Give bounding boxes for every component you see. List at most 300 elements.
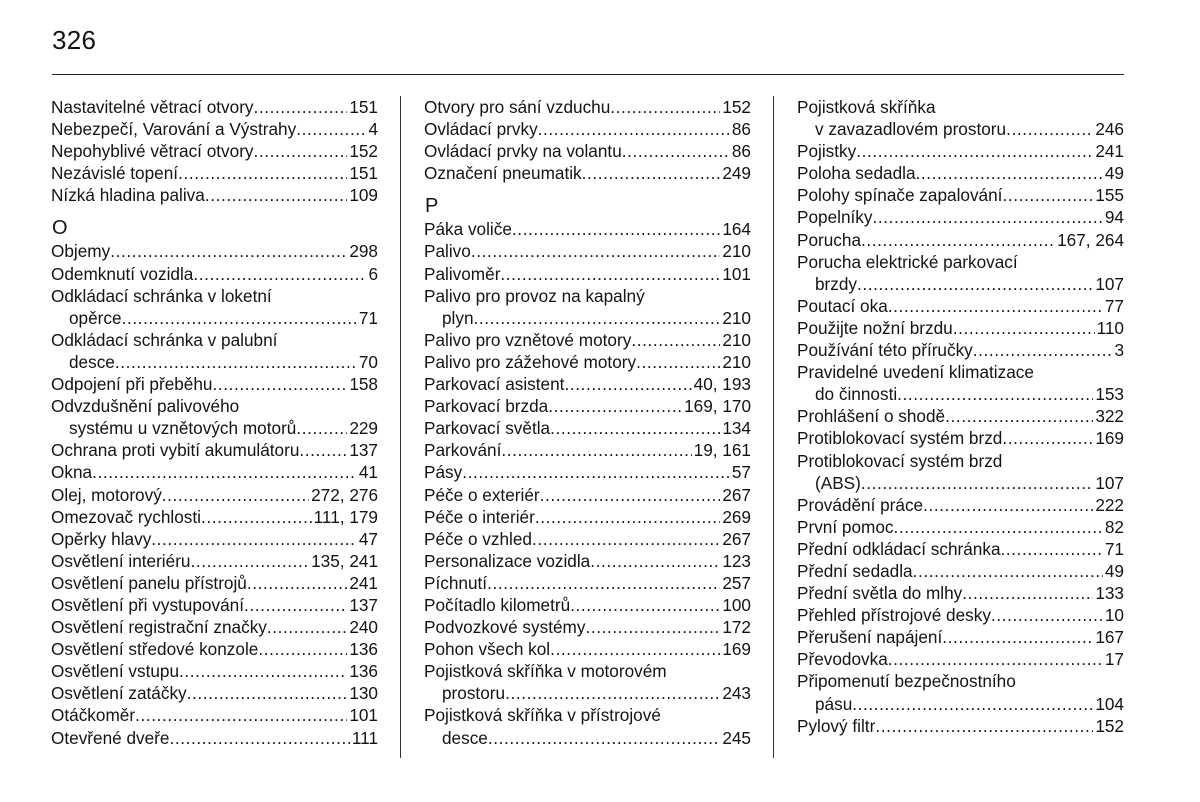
entry-term: Palivoměr <box>424 263 501 284</box>
index-entry <box>797 648 1124 670</box>
dot-leader <box>151 528 357 550</box>
entry-term: Osvětlení při vystupování <box>51 594 244 615</box>
index-entry <box>51 162 378 184</box>
dot-leader <box>258 638 347 660</box>
dot-leader <box>570 594 720 616</box>
entry-page-ref: 245 <box>722 727 751 748</box>
entry-term: opěrce <box>69 307 122 328</box>
entry-term: Přední odkládací schránka <box>797 538 1001 559</box>
entry-page-ref: 267 <box>722 528 751 549</box>
index-entry-line <box>424 417 751 439</box>
index-entry <box>797 140 1124 162</box>
index-entry <box>424 461 751 483</box>
entry-page-ref: 151 <box>349 97 378 117</box>
entry-term: Pojistková skříňka <box>797 97 936 117</box>
index-column-1 <box>51 96 378 749</box>
index-entry-line <box>51 263 378 285</box>
entry-term: Porucha elektrické parkovací <box>797 251 1018 272</box>
entry-term: Přední sedadla <box>797 560 913 581</box>
index-entry-line <box>51 594 378 616</box>
entry-term: Odemknutí vozidla <box>51 263 194 284</box>
entry-term: Nebezpečí, Varování a Výstrahy <box>51 119 297 140</box>
entry-term: Osvětlení registrační značky <box>51 617 267 638</box>
index-entry-line <box>797 450 1124 472</box>
index-entry-line <box>424 395 751 417</box>
entry-term: brzdy <box>815 273 858 294</box>
index-entry <box>424 484 751 506</box>
index-entry-line <box>424 373 751 395</box>
dot-leader <box>122 307 357 329</box>
dot-leader <box>942 626 1093 648</box>
entry-page-ref: 167 <box>1095 627 1124 648</box>
index-entry <box>51 395 378 439</box>
entry-term: Protiblokovací systém brzd <box>797 450 1003 471</box>
dot-leader <box>267 616 347 638</box>
index-entry <box>797 229 1124 251</box>
entry-page-ref: 104 <box>1095 693 1124 714</box>
index-entry-line <box>51 506 378 528</box>
index-entry-continuation <box>797 472 1124 494</box>
index-entry <box>424 704 751 748</box>
entry-term: Podvozkové systémy <box>424 617 586 638</box>
dot-leader <box>538 118 730 140</box>
entry-page-ref: 86 <box>731 141 751 162</box>
entry-page-ref: 152 <box>349 141 378 162</box>
index-entry-line <box>424 704 751 726</box>
dot-leader <box>861 229 1055 251</box>
index-entry-line <box>51 162 378 184</box>
entry-term: Nízká hladina paliva <box>51 185 205 206</box>
entry-term: Počítadlo kilometrů <box>424 594 571 615</box>
index-entry-line <box>797 339 1124 361</box>
index-entry-line <box>424 285 751 307</box>
dot-leader <box>254 96 348 118</box>
dot-leader <box>622 140 730 162</box>
dot-leader <box>923 494 1093 516</box>
index-entry-line <box>424 140 751 162</box>
entry-term: Okna <box>51 462 93 483</box>
dot-leader <box>973 339 1113 361</box>
index-entry-continuation <box>797 118 1124 140</box>
index-entry <box>51 140 378 162</box>
index-entry <box>424 285 751 329</box>
index-entry-line <box>424 594 751 616</box>
index-entry-line <box>797 96 1124 118</box>
entry-term: Protiblokovací systém brzd <box>797 428 1003 449</box>
index-entry-line <box>424 572 751 594</box>
entry-page-ref: 70 <box>358 351 378 372</box>
entry-page-ref: 257 <box>722 572 751 593</box>
index-entry <box>51 638 378 660</box>
dot-leader <box>1002 427 1093 449</box>
index-entry <box>797 206 1124 228</box>
index-entry-line <box>51 484 378 506</box>
entry-term: Pásy <box>424 462 463 483</box>
index-entry <box>797 162 1124 184</box>
dot-leader <box>462 461 730 483</box>
index-entry <box>424 594 751 616</box>
dot-leader <box>548 395 682 417</box>
index-entry-line <box>51 550 378 572</box>
index-entry-line <box>424 162 751 184</box>
dot-leader <box>1006 118 1093 140</box>
dot-leader <box>897 383 1093 405</box>
dot-leader <box>254 140 348 162</box>
index-entry <box>424 572 751 594</box>
entry-page-ref: 57 <box>731 462 751 483</box>
entry-page-ref: 246 <box>1095 119 1124 140</box>
index-entry <box>51 704 378 726</box>
entry-page-ref: 3 <box>1114 340 1124 361</box>
dot-leader <box>550 417 720 439</box>
entry-page-ref: 107 <box>1095 472 1124 493</box>
index-column-2 <box>424 96 751 749</box>
entry-term: Porucha <box>797 229 862 250</box>
entry-page-ref: 210 <box>722 329 751 350</box>
index-entry-line <box>424 351 751 373</box>
entry-term: Opěrky hlavy <box>51 528 152 549</box>
dot-leader <box>488 727 720 749</box>
index-entry <box>797 715 1124 737</box>
index-column-3 <box>797 96 1124 737</box>
dot-leader <box>178 162 347 184</box>
entry-term: Parkovací brzda <box>424 396 549 417</box>
entry-page-ref: 123 <box>722 550 751 571</box>
entry-page-ref: 100 <box>722 594 751 615</box>
dot-leader <box>535 506 720 528</box>
index-entry <box>51 373 378 395</box>
dot-leader <box>179 660 347 682</box>
entry-term: Polohy spínače zapalování <box>797 185 1003 206</box>
dot-leader <box>945 405 1093 427</box>
index-entry <box>797 405 1124 427</box>
index-entry-line <box>51 572 378 594</box>
index-entry <box>424 417 751 439</box>
entry-page-ref: 86 <box>731 119 751 140</box>
index-entry-line <box>797 604 1124 626</box>
index-entry-line <box>797 560 1124 582</box>
entry-term: Osvětlení interiéru <box>51 550 191 571</box>
dot-leader <box>540 484 721 506</box>
index-entry-line <box>424 263 751 285</box>
entry-term: Nastavitelné větrací otvory <box>51 97 254 117</box>
entry-page-ref: 136 <box>349 639 378 660</box>
entry-page-ref: 241 <box>1095 141 1124 162</box>
dot-leader <box>532 528 720 550</box>
entry-page-ref: 136 <box>349 661 378 682</box>
index-entry-line <box>51 727 378 749</box>
entry-page-ref: 164 <box>722 219 751 240</box>
entry-term: Páka voliče <box>424 219 512 240</box>
entry-term: systému u vznětových motorů <box>69 418 297 439</box>
entry-term: Přerušení napájení <box>797 627 943 648</box>
entry-term: Pravidelné uvedení klimatizace <box>797 362 1034 383</box>
index-entry <box>51 506 378 528</box>
index-entry <box>797 560 1124 582</box>
dot-leader <box>564 373 691 395</box>
dot-leader <box>169 727 349 749</box>
entry-page-ref: 158 <box>349 374 378 395</box>
dot-leader <box>247 572 347 594</box>
index-entry-line <box>424 461 751 483</box>
index-entry-line <box>51 528 378 550</box>
entry-term: desce <box>442 727 488 748</box>
entry-term: Používání této příručky <box>797 340 973 361</box>
entry-term: Odpojení při přeběhu <box>51 374 213 395</box>
index-entry-line <box>51 704 378 726</box>
index-entry <box>797 516 1124 538</box>
index-entry-line <box>797 251 1124 273</box>
entry-term: do činnosti <box>815 384 898 405</box>
dot-leader <box>888 295 1103 317</box>
entry-page-ref: 47 <box>358 528 378 549</box>
dot-leader <box>92 461 357 483</box>
dot-leader <box>631 329 720 351</box>
index-entry <box>51 616 378 638</box>
column-divider <box>773 96 774 758</box>
index-entry <box>797 317 1124 339</box>
index-entry-line <box>797 140 1124 162</box>
index-entry-continuation <box>797 383 1124 405</box>
index-entry <box>797 427 1124 449</box>
entry-page-ref: 269 <box>722 506 751 527</box>
index-entry-line <box>424 218 751 240</box>
index-entry-continuation <box>797 693 1124 715</box>
entry-term: Omezovač rychlosti <box>51 506 201 527</box>
entry-page-ref: 169 <box>722 639 751 660</box>
index-entry-line <box>51 96 378 118</box>
dot-leader <box>193 263 366 285</box>
index-entry-line <box>797 538 1124 560</box>
index-entry-line <box>424 439 751 461</box>
entry-term: (ABS) <box>815 472 861 493</box>
entry-page-ref: 19, 161 <box>693 440 751 461</box>
entry-page-ref: 167, 264 <box>1057 229 1124 250</box>
section-letter: O <box>52 217 68 240</box>
index-entry-line <box>797 206 1124 228</box>
index-entry <box>797 295 1124 317</box>
entry-page-ref: 151 <box>349 163 378 184</box>
entry-term: Péče o exteriér <box>424 484 540 505</box>
dot-leader <box>913 560 1103 582</box>
index-entry <box>424 351 751 373</box>
dot-leader <box>110 240 347 262</box>
index-entry-continuation <box>424 307 751 329</box>
entry-term: Označení pneumatik <box>424 163 582 184</box>
index-entry-line <box>424 118 751 140</box>
entry-term: Otvory pro sání vzduchu <box>424 97 611 117</box>
index-entry-line <box>51 285 378 307</box>
dot-leader <box>244 594 347 616</box>
entry-page-ref: 152 <box>1095 715 1124 736</box>
index-entry <box>424 528 751 550</box>
index-entry <box>51 727 378 749</box>
entry-page-ref: 222 <box>1095 494 1124 515</box>
entry-page-ref: 298 <box>349 241 378 262</box>
index-entry <box>797 626 1124 648</box>
entry-term: Převodovka <box>797 649 888 670</box>
entry-page-ref: 169 <box>1095 428 1124 449</box>
index-entry-line <box>797 582 1124 604</box>
index-entry <box>51 594 378 616</box>
entry-page-ref: 210 <box>722 241 751 262</box>
index-entry-line <box>424 550 751 572</box>
entry-page-ref: 40, 193 <box>693 374 751 395</box>
dot-leader <box>991 604 1103 626</box>
entry-page-ref: 210 <box>722 307 751 328</box>
index-entry <box>797 96 1124 140</box>
index-entry <box>797 184 1124 206</box>
index-entry <box>424 218 751 240</box>
index-entry-continuation <box>424 682 751 704</box>
index-entry-line <box>797 516 1124 538</box>
index-entry <box>51 461 378 483</box>
dot-leader <box>205 184 347 206</box>
index-entry-continuation <box>51 351 378 373</box>
index-entry-line <box>424 96 751 118</box>
entry-term: Pojistky <box>797 141 857 162</box>
entry-term: Píchnutí <box>424 572 488 593</box>
dot-leader <box>636 351 720 373</box>
entry-page-ref: 153 <box>1095 384 1124 405</box>
section-letter: P <box>425 195 439 218</box>
index-entry-line <box>51 439 378 461</box>
entry-page-ref: 267 <box>722 484 751 505</box>
index-entry <box>797 494 1124 516</box>
dot-leader <box>115 351 357 373</box>
dot-leader <box>512 218 720 240</box>
entry-page-ref: 169, 170 <box>684 396 751 417</box>
dot-leader <box>501 439 691 461</box>
entry-term: Nepohyblivé větrací otvory <box>51 141 254 162</box>
entry-term: Popelníky <box>797 207 873 228</box>
index-entry-line <box>797 427 1124 449</box>
index-entry-line <box>51 616 378 638</box>
entry-page-ref: 94 <box>1104 207 1124 228</box>
index-entry-line <box>424 638 751 660</box>
entry-page-ref: 137 <box>349 440 378 461</box>
entry-page-ref: 77 <box>1104 295 1124 316</box>
entry-page-ref: 111 <box>351 727 378 748</box>
entry-term: Pojistková skříňka v přístrojové <box>424 705 661 726</box>
index-entry-line <box>797 626 1124 648</box>
entry-term: Osvětlení vstupu <box>51 661 180 682</box>
dot-leader <box>893 516 1102 538</box>
entry-term: Parkovací světla <box>424 418 551 439</box>
dot-leader <box>187 682 348 704</box>
entry-term: Ovládací prvky <box>424 119 538 140</box>
entry-page-ref: 111, 179 <box>313 506 378 527</box>
entry-term: Připomenutí bezpečnostního <box>797 671 1016 692</box>
index-entry <box>424 329 751 351</box>
index-entry <box>51 484 378 506</box>
entry-term: Osvětlení panelu přístrojů <box>51 572 247 593</box>
entry-page-ref: 133 <box>1095 583 1124 604</box>
entry-page-ref: 240 <box>349 617 378 638</box>
entry-term: Osvětlení zatáčky <box>51 683 187 704</box>
index-entry <box>51 285 378 329</box>
entry-term: Parkovací asistent <box>424 374 565 395</box>
dot-leader <box>162 484 309 506</box>
index-entry-line <box>797 361 1124 383</box>
index-entry-line <box>797 494 1124 516</box>
entry-term: Ochrana proti vybití akumulátoru <box>51 440 300 461</box>
dot-leader <box>1002 184 1093 206</box>
dot-leader <box>857 273 1093 295</box>
index-entry-line <box>424 528 751 550</box>
entry-term: v zavazadlovém prostoru <box>815 119 1007 140</box>
index-entry <box>424 660 751 704</box>
index-entry-line <box>424 329 751 351</box>
entry-term: Prohlášení o shodě <box>797 406 946 427</box>
index-entry-line <box>797 162 1124 184</box>
dot-leader <box>852 693 1093 715</box>
dot-leader <box>296 118 366 140</box>
entry-page-ref: 229 <box>349 418 378 439</box>
dot-leader <box>585 616 720 638</box>
entry-page-ref: 172 <box>722 617 751 638</box>
entry-term: pásu <box>815 693 853 714</box>
entry-term: Péče o vzhled <box>424 528 532 549</box>
entry-page-ref: 107 <box>1095 273 1124 294</box>
entry-page-ref: 243 <box>722 683 751 704</box>
entry-page-ref: 241 <box>349 572 378 593</box>
index-entry-line <box>51 240 378 262</box>
entry-term: Pylový filtr <box>797 715 876 736</box>
index-entry-line <box>797 715 1124 737</box>
index-entry <box>51 96 378 118</box>
index-entry <box>797 582 1124 604</box>
dot-leader <box>1001 538 1103 560</box>
index-entry <box>51 118 378 140</box>
index-entry-line <box>51 461 378 483</box>
index-entry-line <box>424 506 751 528</box>
entry-term: plyn <box>442 307 474 328</box>
index-entry <box>424 638 751 660</box>
dot-leader <box>916 162 1103 184</box>
dot-leader <box>201 506 312 528</box>
index-entry-line <box>51 118 378 140</box>
entry-page-ref: 210 <box>722 351 751 372</box>
entry-page-ref: 17 <box>1104 649 1124 670</box>
dot-leader <box>582 162 721 184</box>
dot-leader <box>872 206 1102 228</box>
index-entry <box>424 240 751 262</box>
dot-leader <box>500 263 720 285</box>
index-entry-line <box>797 670 1124 692</box>
index-entry-line <box>51 140 378 162</box>
dot-leader <box>213 373 348 395</box>
dot-leader <box>856 140 1093 162</box>
entry-term: desce <box>69 351 115 372</box>
index-entry-line <box>51 638 378 660</box>
index-entry <box>797 339 1124 361</box>
index-entry <box>797 450 1124 494</box>
index-entry <box>797 538 1124 560</box>
entry-page-ref: 71 <box>1104 538 1124 559</box>
dot-leader <box>610 96 720 118</box>
index-entry <box>51 263 378 285</box>
dot-leader <box>953 317 1095 339</box>
index-entry-line <box>424 240 751 262</box>
dot-leader <box>487 572 720 594</box>
index-entry <box>797 361 1124 405</box>
dot-leader <box>550 638 720 660</box>
index-entry-continuation <box>424 727 751 749</box>
page-number: 326 <box>52 25 97 55</box>
dot-leader <box>505 682 720 704</box>
entry-term: Nezávislé topení <box>51 163 179 184</box>
